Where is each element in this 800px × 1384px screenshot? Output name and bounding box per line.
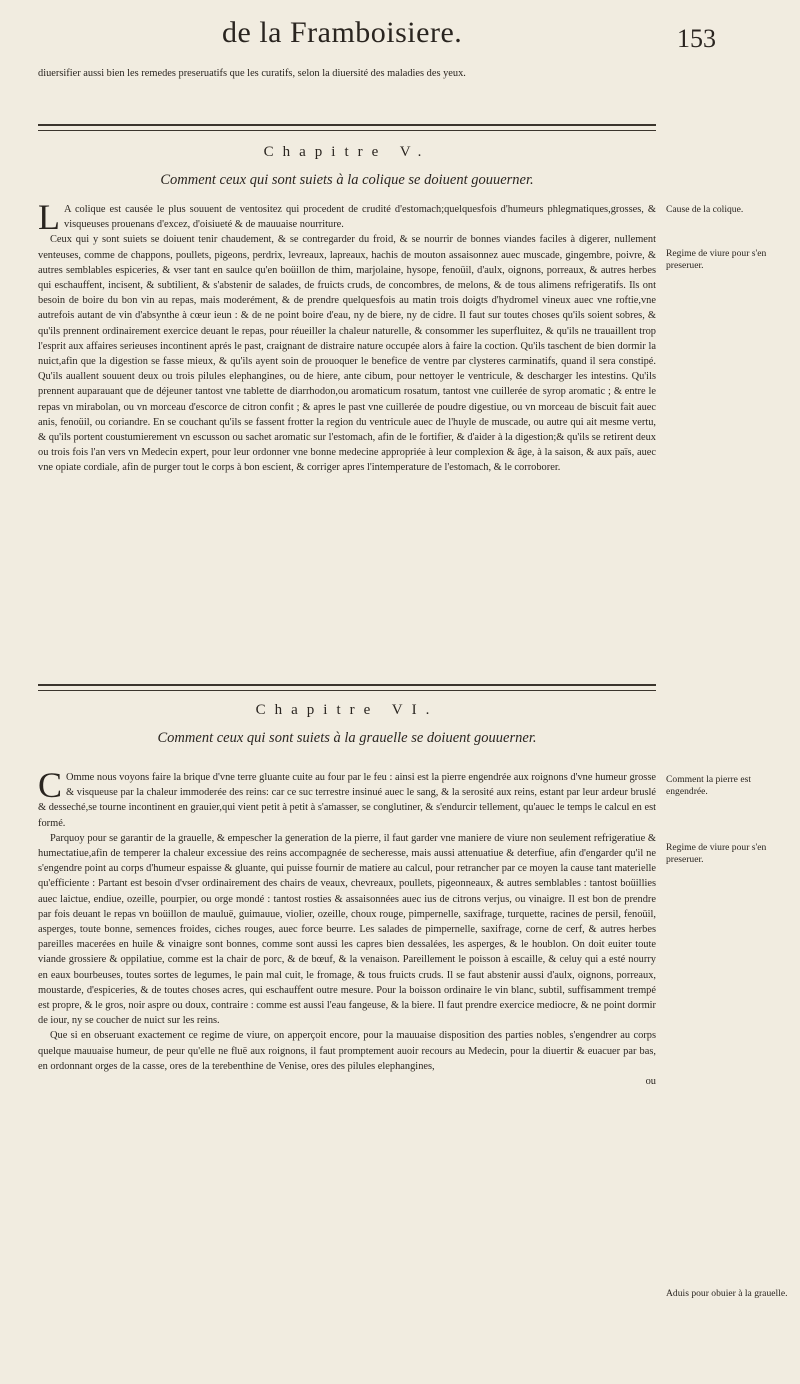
margin-note-cause: Cause de la colique. <box>666 204 744 215</box>
chapter5-body <box>38 197 656 476</box>
margin-note-regime-2: Regime de viure pour s'en preseruer. <box>666 842 767 865</box>
section-rule <box>38 684 656 691</box>
section-rule <box>38 124 656 131</box>
chapter6-paragraph-1 <box>38 765 656 831</box>
intro-paragraph: diuersifier aussi bien les remedes preseruatifs que les curatifs, selon la diuersité des maladies des yeux. <box>38 68 466 79</box>
margin-note-pierre: Comment la pierre est engendrée. <box>666 774 751 797</box>
page-number: 153 <box>677 24 716 53</box>
chapter5-title: Comment ceux qui sont suiets à la colique se doiuent gouuerner. <box>160 172 534 188</box>
chapter5-paragraph-1 <box>38 197 656 237</box>
margin-note-regime: Regime de viure pour s'en preseruer. <box>666 248 767 271</box>
chapter6-paragraph-2: Parquoy pour se garantir de la grauelle, & empescher la generation de la pierre, il faut garder vne maniere de viure non seulement refrigeratiue & humectatiue,afin de temperer la chaleur excessiue des reins accompagnée de secheresse, mais aussi attenuatiue & deterfiue, afin d'engarder qu'il ne s'engendre point au corps d'humeur espaisse & gluante, qui puisse fournir de matiere au calcul, pour retrancher par ce moyen la cause tant materielle qu'efficiente : Partant est besoin d'vser ordinairement des chairs de veaux, chevreaux, poullets, pigeonneaux, & autres semblables : tantost boüillies auec laictue, endiue, ozeille, pourpier, ou orge mondé : tantost rosties & assaisonnées auec ius de citrons verjus, ou vinaigre. Il est bon de prendre par fois deuant le repas vn boüillon de mauluë, guimauue, violier, ozeille, choux rouge, pimpernelle, saxifrage, turquette, racines de persil, fenoüil, asperges, toute bonne, semences froides, ciches rouges, auec force beurre. Les salades de pimpernelle, saxifrage, corne de cerf, & autres herbes pareilles macerées en huile & vinaigre sont bonnes, comme sont aussi les capres bien dessalées, les asperges, & le houblon. On doit euiter toute viande grossiere & oppilatiue, comme est la chair de porc, & de bœuf, & la venaison. Pareillement le poisson à escaille, & celuy qui a esté nourry en eaux bourbeuses, toutes sortes de legumes, le pain mal cuit, le fromage, & tous fruicts cruds. Il se faut abstenir aussi d'aulx, oignons, porreaux, moustarde, d'espiceries, & de toutes choses acres, qui eschauffent outre mesure. Pour la boisson ordinaire le vin blanc, subtil, suffisamment trempé est propre, & le gros, noir aspre ou doux, contraire : comme est aussi l'eau fangeuse, & la biere. Il faut prendre exercice mediocre, & ne point dormir de iour, ny se coucher de nuict sur les reins. <box>38 832 656 1027</box>
chapter6-title: Comment ceux qui sont suiets à la grauelle se doiuent gouuerner. <box>157 730 537 746</box>
drop-cap: L <box>38 197 60 237</box>
chapter6-paragraph-3: Que si en obseruant exactement ce regime de viure, on apperçoit encore, pour la mauuaise disposition des parties nobles, s'engendrer au corps quelque mauuaise humeur, de peur qu'elle ne fluë aux roignons, il faut promptement auoir recours au Medecin, pour la diuertir & euacuer par bas, en ordonnant orges de la casse, ores de la terebenthine de Venise, ores des pilules elephangines, <box>38 1030 656 1072</box>
chapter6-heading: Chapitre VI. <box>255 702 439 718</box>
chapter6-body <box>38 765 656 1089</box>
chapter5-heading: Chapitre V. <box>263 144 431 160</box>
chapter5-paragraph-2: Ceux qui y sont suiets se doiuent tenir chaudement, & se contregarder du froid, & se nourrir de bonnes viandes faciles à digerer, nullement venteuses, comme de chappons, poullets, pigeons, perdrix, levreaux, lapreaux, hachis de mouton assaisonnez auec muscade, gingembre, poivre, & autres semblables espiceries, & vser tant en saulce qu'en boüillon de thim, marjolaine, hysope, fenoüil, d'aulx, oignons, porreaux, & autres herbes qui eschauffent, incisent, & subtilient, & s'abstenir de salades, de fruicts cruds, de concombres, de melons, & de tous alimens refrigeratifs. Ils ont besoin de boire du bon vin au repas, mais moderément, & de prendre quelquesfois au matin trois doigts d'hydromel vineux auec vne roftie,vne autrefois autant de vin d'absynthe à cœur ieun : & de ne point boire d'eau, ny de biere, ny de cidre. Il faut sur toutes choses qu'ils soient sobres, & qu'ils prennent ordinairement exercice deuant le repas, pour réueiller la chaleur naturelle, & consommer les superfluitez, & qu'ils ne trauaillent trop l'esprit aux affaires serieuses incontinent aprés le past, craignant de distraire nature occupée alors à faire la coction. Qu'ils taschent de bien dormir la nuict,afin que la digestion se fasse mieux, & qu'ils ayent soin de prouoquer le benefice de ventre par clysteres carminatifs, quand il sera constipé. Qu'ils auallent souuent deux ou trois pilules elephangines, ou de hiere, ante cibum, pour nettoyer le ventricule, & descharger les intestins. Qu'ils prennent auparauant que de déjeuner tantost vne tablette de diarrhodon,ou aromaticum rosatum, tantost vne cuillerée de syrop aromatic ; & entre le repas vn mirabolan, ou vn morceau d'escorce de citron confit ; & apres le past vne cuillerée de poudre digestiue, ou vn morceau de biscuit fait auec anis, fenoüil, ou coriandre. En se couchant qu'ils se fassent frotter la region du ventricule auec de l'huyle de muscade, ou autre qui ait mesme vertu, & qu'ils portent coustumierement vn escusson ou sachet aromatic sur l'estomach, afin de le fortifier, & d'aider à la digestion;& qu'ils se retirent deux ou trois fois l'an vers vn Medecin expert, pour leur ordonner vne bonne medecine appropriée à leur complexion & âge, à la saison, & aux païs, auec vne opiate cordiale, afin de purger tout le corps à bon escient, & corriger apres l'intemperature de l'estomach, & le corroborer. <box>38 234 656 474</box>
intro-text <box>38 66 656 81</box>
chapter5-paragraph-1-text: A colique est causée le plus souuent de ventositez qui procedent de crudité d'estomach;quelquesfois d'humeurs phlegmatiques,grosses, & visqueuses prouenans d'excez, d'oisiueté & de mauuaise nourriture. <box>64 204 656 231</box>
drop-cap: C <box>38 765 63 805</box>
catchword: ou <box>645 1076 656 1088</box>
chapter6-paragraph-1-text: Omme nous voyons faire la brique d'vne terre gluante cuite au four par le feu : ainsi est la pierre engendrée aux roignons d'vne humeur grosse & visqueuse par la chaleur immoderée des reins: car ce suc terrestre insinué auec le sang, & la serosité aux reins, estant par leur ardeur bruslé & desseché,se tourne incontinent en grauier,qui vient petit à petit à s'amasser, se conglutiner, & s'endurcir tellement, qu'auec le temps le calcul en est formé. <box>38 772 656 829</box>
page-header <box>52 16 716 66</box>
margin-note-aduis: Aduis pour obuier à la grauelle. <box>666 1288 788 1299</box>
running-title: de la Framboisiere. <box>222 16 463 49</box>
